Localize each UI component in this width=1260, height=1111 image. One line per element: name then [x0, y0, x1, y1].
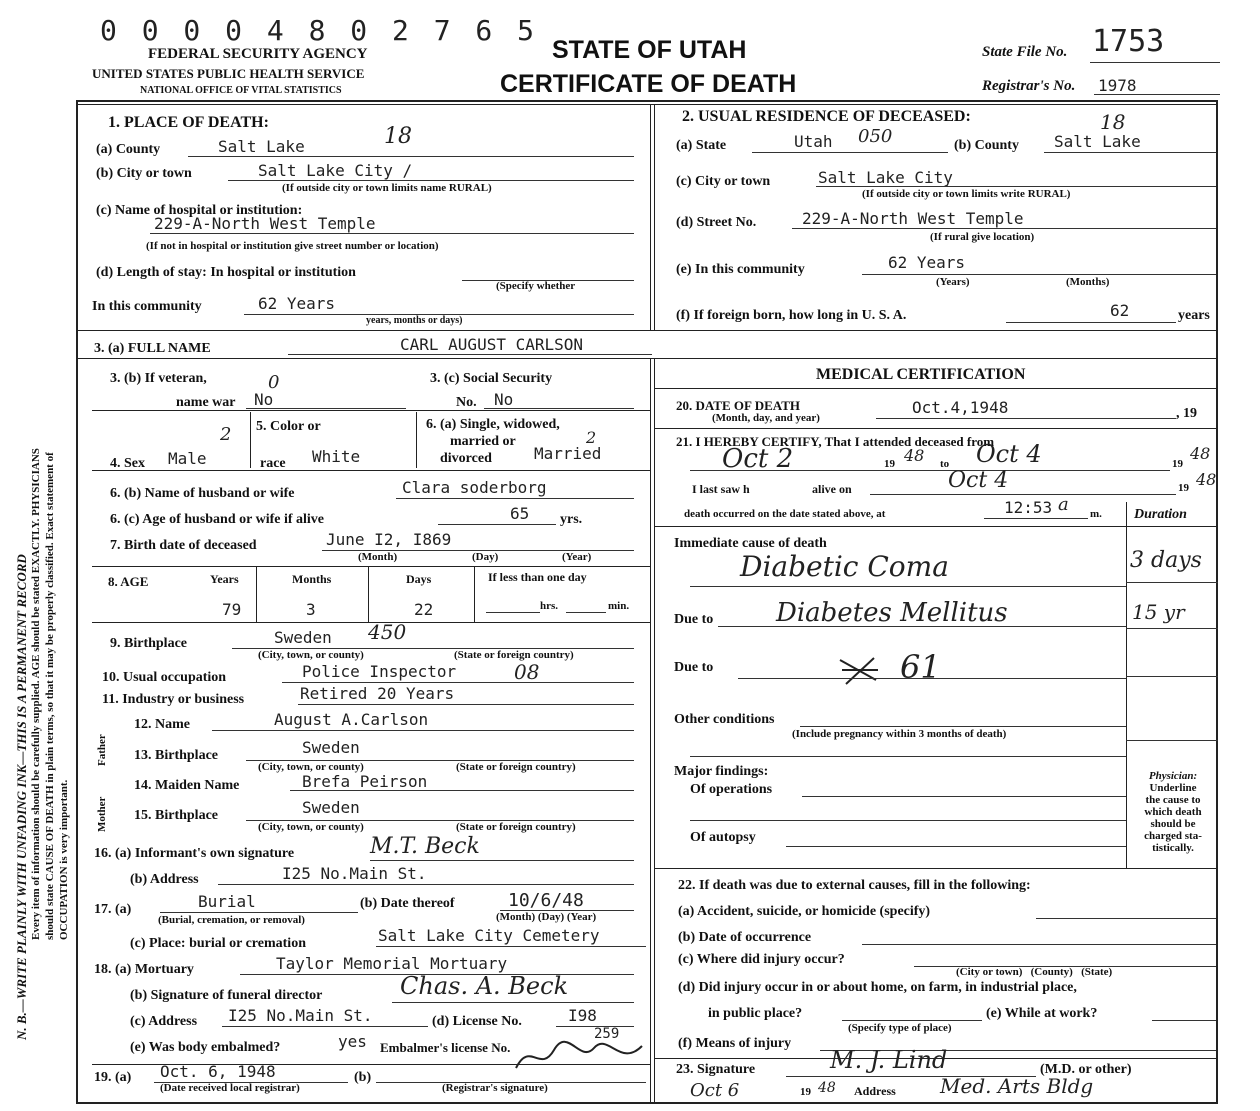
age-lessday-label: If less than one day: [488, 570, 587, 584]
license-label: (d) License No.: [432, 1014, 522, 1029]
external-d-note: (Specify type of place): [848, 1022, 952, 1034]
external-heading: 22. If death was due to external causes, fill in the following:: [678, 878, 1031, 893]
embalmer-value[interactable]: 259: [594, 1026, 620, 1042]
embalmed-value[interactable]: yes: [338, 1032, 367, 1051]
registrar-sig-note: (Registrar's signature): [442, 1082, 548, 1094]
birthplace-code: 450: [368, 620, 407, 644]
due-to-label-1: Due to: [674, 612, 714, 627]
death-occurred-label: death occurred on the date stated above, at: [684, 508, 886, 520]
state-title: STATE OF UTAH: [552, 36, 747, 64]
major-findings-label: Major findings:: [674, 764, 769, 779]
veteran-label-1: 3. (b) If veteran,: [110, 371, 207, 386]
signature-label: 23. Signature: [676, 1062, 756, 1077]
veteran-value[interactable]: No: [254, 390, 274, 409]
res-state-code: 050: [858, 126, 893, 147]
side-note-2: Every item of information should be carefully supplied. AGE should be stated EXACTLY. PHYSICIANS: [30, 448, 42, 940]
last-saw-label: I last saw h: [692, 482, 750, 496]
informant-sig-label: 16. (a) Informant's own signature: [94, 846, 295, 861]
father-name-value[interactable]: August A.Carlson: [274, 710, 429, 729]
birth-value[interactable]: June I2, I869: [326, 530, 452, 549]
birth-label: 7. Birth date of deceased: [110, 538, 257, 553]
res-city-label: (c) City or town: [676, 174, 771, 189]
external-e-label: (e) While at work?: [986, 1006, 1098, 1021]
physician-note-line-6: tistically.: [1152, 842, 1194, 854]
mortuary-label: 18. (a) Mortuary: [94, 962, 194, 977]
full-name-value[interactable]: CARL AUGUST CARLSON: [400, 335, 584, 354]
age-years-value[interactable]: 79: [222, 600, 242, 619]
marital-label-3: divorced: [440, 451, 492, 466]
pod-city-note: (If outside city or town limits name RURAL): [282, 182, 492, 194]
medical-heading: MEDICAL CERTIFICATION: [816, 366, 1026, 383]
year-prefix-3: 19: [1178, 482, 1189, 494]
dod-label-1: 20. DATE OF DEATH: [676, 398, 800, 413]
physician-note-line-2: the cause to: [1145, 794, 1201, 806]
age-hrs-label: hrs.: [540, 600, 559, 612]
due-to-value-1[interactable]: Diabetes Mellitus: [776, 598, 1008, 628]
color-label-1: 5. Color or: [256, 419, 321, 434]
spouse-label: 6. (b) Name of husband or wife: [110, 486, 295, 501]
physician-note: [1130, 770, 1216, 854]
director-signature[interactable]: Chas. A. Beck: [400, 972, 569, 1000]
year-hand-3: 48: [1196, 470, 1217, 489]
res-state-label: (a) State: [676, 138, 727, 153]
external-c-note: (City or town) (County) (State): [956, 966, 1113, 978]
burial-date-value[interactable]: 10/6/48: [508, 890, 584, 911]
birth-year-note: (Year): [562, 551, 592, 563]
occupation-value[interactable]: Police Inspector: [302, 662, 457, 681]
due-to-duration-1[interactable]: 15 yr: [1132, 600, 1185, 624]
pod-community-label: In this community: [92, 299, 202, 314]
registrar-date-value[interactable]: Oct. 6, 1948: [160, 1062, 276, 1081]
physician-signature[interactable]: M. J. Lind: [830, 1046, 948, 1074]
due-to-label-2: Due to: [674, 660, 714, 675]
ss-label-1: 3. (c) Social Security: [430, 371, 553, 386]
pod-stay-label: (d) Length of stay: In hospital or institution: [96, 265, 356, 280]
director-sig-label: (b) Signature of funeral director: [130, 988, 323, 1003]
certificate-title: CERTIFICATE OF DEATH: [500, 70, 797, 98]
external-f-label: (f) Means of injury: [678, 1036, 792, 1051]
burial-label: 17. (a): [94, 902, 132, 917]
spouse-age-unit: yrs.: [560, 512, 583, 527]
year-prefix-2: 19: [1172, 458, 1183, 470]
external-b-label: (b) Date of occurrence: [678, 930, 812, 945]
physician-note-line-3: which death: [1144, 806, 1202, 818]
other-conditions-label: Other conditions: [674, 712, 775, 727]
res-street-label: (d) Street No.: [676, 215, 757, 230]
pod-hospital-value[interactable]: 229-A-North West Temple: [154, 214, 376, 233]
residence-heading: 2. USUAL RESIDENCE OF DECEASED:: [682, 108, 971, 125]
physician-note-line-0: Physician:: [1148, 770, 1198, 782]
birthplace-note-2: (State or foreign country): [454, 649, 574, 661]
pod-hospital-label: (c) Name of hospital or institution:: [96, 203, 303, 218]
res-street-note: (If rural give location): [930, 231, 1035, 243]
age-months-label: Months: [292, 572, 332, 586]
mother-bp-note-1: (City, town, or county): [258, 821, 364, 833]
ss-value[interactable]: No: [494, 390, 514, 409]
death-time-ampm: a: [1058, 494, 1069, 515]
father-name-label: 12. Name: [134, 717, 190, 732]
alive-on-label: alive on: [812, 482, 852, 496]
pod-county-label: (a) County: [96, 142, 161, 157]
father-bp-note-2: (State or foreign country): [456, 761, 576, 773]
mother-name-label: 14. Maiden Name: [134, 778, 240, 793]
registrar-label: Registrar's No.: [982, 78, 1076, 94]
occupation-code: 08: [514, 660, 540, 684]
ss-label-2: No.: [456, 395, 477, 410]
side-note-3: should state CAUSE OF DEATH in plain terms, so that it may be properly classified. Exact statement of: [44, 452, 56, 940]
spouse-age-label: 6. (c) Age of husband or wife if alive: [110, 512, 325, 527]
serial-number: 0 0 0 0 4 8 0 2 7 6 5: [100, 14, 539, 47]
mother-bp-value[interactable]: Sweden: [302, 798, 360, 817]
father-bp-note-1: (City, town, or county): [258, 761, 364, 773]
color-value[interactable]: White: [312, 447, 361, 466]
mortuary-address-value[interactable]: I25 No.Main St.: [228, 1006, 373, 1025]
duration-heading: Duration: [1134, 507, 1187, 522]
attended-to[interactable]: Oct 4: [976, 440, 1042, 468]
year-prefix-1: 19: [884, 458, 895, 470]
signature-address-label: Address: [854, 1084, 896, 1098]
burial-date-label: (b) Date thereof: [360, 896, 455, 911]
mortuary-address-label: (c) Address: [130, 1014, 198, 1029]
year-hand-1: 48: [904, 446, 925, 465]
birth-month-note: (Month): [358, 551, 398, 563]
marital-code: 2: [586, 428, 597, 447]
other-conditions-note: (Include pregnancy within 3 months of death): [792, 728, 1007, 740]
pod-county-code: 18: [384, 124, 412, 149]
father-bp-value[interactable]: Sweden: [302, 738, 360, 757]
license-value[interactable]: I98: [568, 1006, 597, 1025]
embalmed-label: (e) Was body embalmed?: [130, 1040, 281, 1055]
father-bp-label: 13. Birthplace: [134, 748, 218, 763]
res-state-value[interactable]: Utah: [794, 132, 833, 151]
to-word: to: [940, 458, 950, 470]
burial-value[interactable]: Burial: [198, 892, 256, 911]
certify-label: 21. I HEREBY CERTIFY, That I attended deceased from: [676, 434, 995, 449]
informant-address-label: (b) Address: [130, 872, 199, 887]
spouse-value[interactable]: Clara soderborg: [402, 478, 547, 497]
res-foreign-label: (f) If foreign born, how long in U. S. A.: [676, 308, 907, 323]
physician-note-line-4: should be: [1150, 818, 1196, 830]
age-days-label: Days: [406, 572, 432, 586]
dod-value[interactable]: Oct.4,1948: [912, 398, 1009, 417]
due-to-value-2[interactable]: 61: [900, 648, 941, 686]
immediate-duration[interactable]: 3 days: [1130, 548, 1202, 573]
registrar-number: 1978: [1098, 76, 1137, 95]
agency-line-3: NATIONAL OFFICE OF VITAL STATISTICS: [140, 85, 342, 96]
veteran-label-2: name war: [176, 395, 236, 410]
informant-signature[interactable]: M.T. Beck: [370, 834, 480, 859]
mother-bp-label: 15. Birthplace: [134, 808, 218, 823]
physician-note-line-1: Underline: [1149, 782, 1197, 794]
external-d-label: (d) Did injury occur in or about home, on farm, in industrial place,: [678, 980, 1077, 995]
marital-value[interactable]: Married: [534, 444, 602, 463]
burial-place-value[interactable]: Salt Lake City Cemetery: [378, 926, 600, 945]
autopsy-label: Of autopsy: [690, 830, 756, 845]
agency-line-1: FEDERAL SECURITY AGENCY: [148, 46, 368, 62]
mother-word: Mother: [96, 796, 108, 832]
age-label: 8. AGE: [108, 574, 149, 589]
age-years-label: Years: [210, 572, 239, 586]
color-label-2: race: [260, 456, 286, 471]
age-months-value[interactable]: 3: [306, 600, 316, 619]
industry-value[interactable]: Retired 20 Years: [300, 684, 455, 703]
res-community-value[interactable]: 62 Years: [888, 253, 966, 272]
signature-date[interactable]: Oct 6: [690, 1080, 740, 1101]
mother-bp-note-2: (State or foreign country): [456, 821, 576, 833]
side-note-1: N. B.—WRITE PLAINLY WITH UNFADING INK—THIS IS A PERMANENT RECORD: [14, 554, 29, 1040]
marital-label-2: married or: [450, 434, 516, 449]
md-label: (M.D. or other): [1040, 1062, 1132, 1077]
res-community-label: (e) In this community: [676, 262, 805, 277]
burial-note: (Burial, cremation, or removal): [158, 914, 305, 926]
external-d2-label: in public place?: [708, 1006, 803, 1021]
age-min-label: min.: [608, 600, 630, 612]
pod-hospital-note: (If not in hospital or institution give street number or location): [146, 240, 439, 252]
res-county-code: 18: [1100, 110, 1126, 134]
burial-date-note: (Month) (Day) (Year): [496, 911, 597, 923]
death-time-value[interactable]: 12:53: [1004, 498, 1053, 517]
embalmer-label: Embalmer's license No.: [380, 1040, 511, 1055]
state-file-number: 1753: [1092, 24, 1165, 59]
place-of-death-heading: 1. PLACE OF DEATH:: [108, 114, 269, 131]
informant-address-value[interactable]: I25 No.Main St.: [282, 864, 427, 883]
mother-name-value[interactable]: Brefa Peirson: [302, 772, 428, 791]
pod-city-value[interactable]: Salt Lake City /: [258, 161, 413, 180]
veteran-code: 0: [268, 372, 280, 393]
signature-year-prefix: 19: [800, 1086, 811, 1098]
res-city-value[interactable]: Salt Lake City: [818, 168, 953, 187]
signature-year: 48: [818, 1080, 836, 1096]
res-foreign-value[interactable]: 62: [1110, 301, 1130, 320]
year-hand-2: 48: [1190, 444, 1211, 463]
sex-label: 4. Sex: [110, 456, 145, 471]
signature-address[interactable]: Med. Arts Bldg: [940, 1074, 1094, 1098]
attended-from[interactable]: Oct 2: [722, 444, 794, 474]
age-days-value[interactable]: 22: [414, 600, 434, 619]
registrar-date-note: (Date received local registrar): [160, 1082, 300, 1094]
external-c-label: (c) Where did injury occur?: [678, 952, 845, 967]
father-word: Father: [96, 734, 108, 766]
external-a-label: (a) Accident, suicide, or homicide (specify): [678, 904, 931, 919]
pod-stay-note: (Specify whether: [496, 280, 576, 292]
res-county-value[interactable]: Salt Lake: [1054, 132, 1141, 151]
operations-label: Of operations: [690, 782, 773, 797]
res-city-note: (If outside city or town limits write RURAL): [862, 188, 1071, 200]
due-to-strike-mark: [836, 650, 882, 690]
immediate-cause-label: Immediate cause of death: [674, 536, 827, 551]
dod-suffix: , 19: [1176, 406, 1197, 421]
mortuary-value[interactable]: Taylor Memorial Mortuary: [276, 954, 508, 973]
industry-label: 11. Industry or business: [102, 692, 245, 707]
pod-community-value[interactable]: 62 Years: [258, 294, 336, 313]
res-foreign-unit: years: [1178, 308, 1210, 323]
agency-line-2: UNITED STATES PUBLIC HEALTH SERVICE: [92, 66, 365, 81]
birthplace-note-1: (City, town, or county): [258, 649, 364, 661]
birthplace-value[interactable]: Sweden: [274, 628, 332, 647]
marital-label-1: 6. (a) Single, widowed,: [426, 417, 560, 432]
spouse-age-value[interactable]: 65: [510, 504, 530, 523]
last-saw-value[interactable]: Oct 4: [948, 468, 1009, 493]
res-months-note: (Months): [1066, 276, 1110, 288]
birthplace-label: 9. Birthplace: [110, 636, 187, 651]
death-time-suffix: m.: [1090, 508, 1102, 520]
sex-code: 2: [220, 424, 232, 445]
pod-city-label: (b) City or town: [96, 166, 192, 181]
registrar-date-label: 19. (a): [94, 1070, 132, 1085]
pod-community-note: years, months or days): [366, 315, 463, 326]
birth-day-note: (Day): [472, 551, 499, 563]
res-years-note: (Years): [936, 276, 970, 288]
burial-place-label: (c) Place: burial or cremation: [130, 936, 306, 951]
registrar-signature-mark: [510, 1034, 650, 1080]
res-street-value[interactable]: 229-A-North West Temple: [802, 209, 1024, 228]
side-note-4: OCCUPATION is very important.: [58, 779, 70, 940]
dod-label-2: (Month, day, and year): [712, 412, 820, 424]
full-name-label: 3. (a) FULL NAME: [94, 341, 211, 356]
physician-note-line-5: charged sta-: [1144, 830, 1202, 842]
pod-county-value[interactable]: Salt Lake: [218, 137, 305, 156]
sex-value[interactable]: Male: [168, 449, 207, 468]
immediate-cause-value[interactable]: Diabetic Coma: [740, 550, 949, 583]
registrar-sig-label: (b): [354, 1070, 372, 1085]
res-county-label: (b) County: [954, 138, 1019, 153]
occupation-label: 10. Usual occupation: [102, 670, 227, 685]
state-file-label: State File No.: [982, 44, 1068, 60]
